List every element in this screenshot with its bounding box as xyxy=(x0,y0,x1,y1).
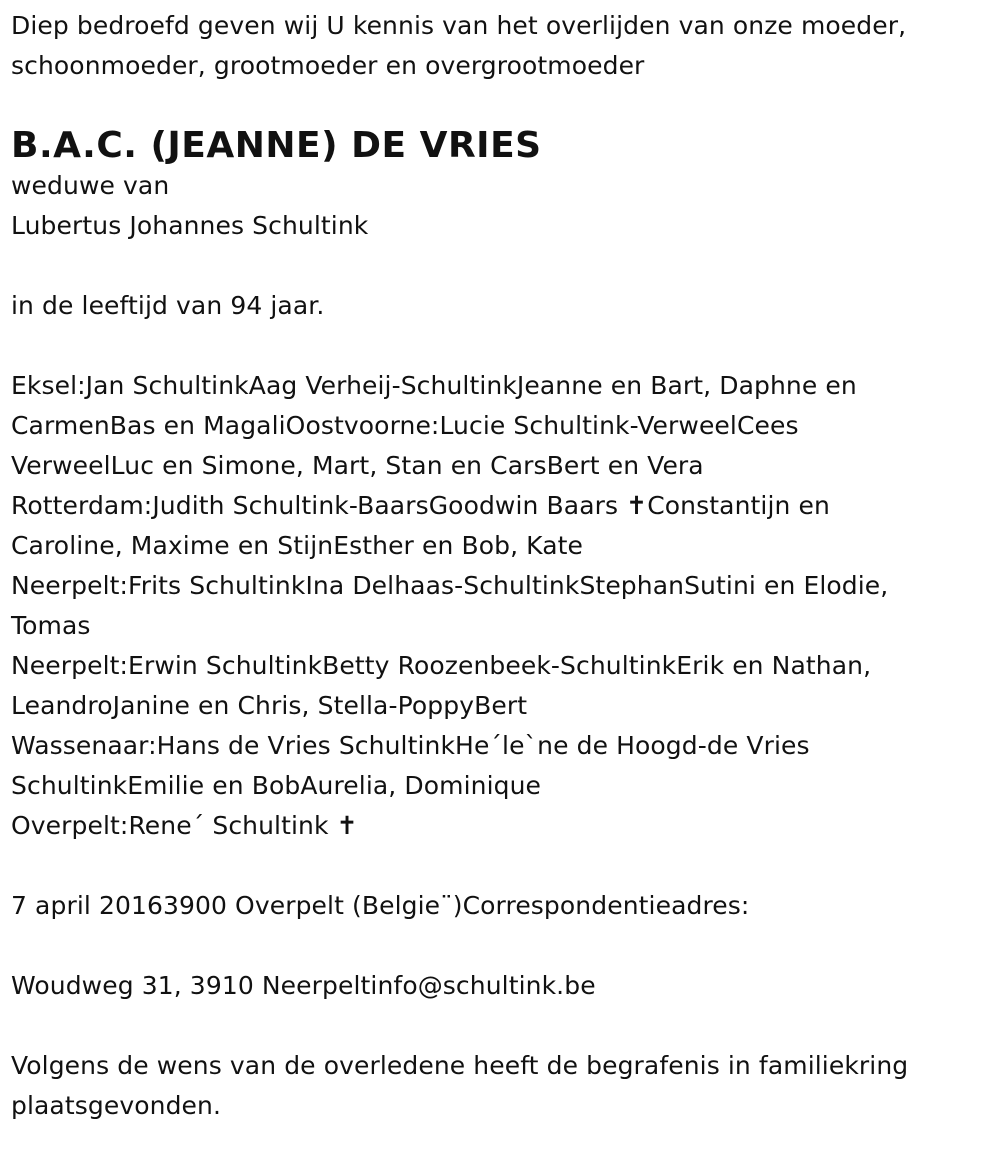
correspondence-address: Woudweg 31, 3910 Neerpeltinfo@schultink.be xyxy=(11,971,596,1000)
spacer xyxy=(11,326,990,366)
spacer xyxy=(11,926,990,966)
family-line: LeandroJanine en Chris, Stella-PoppyBert xyxy=(11,691,528,720)
spouse-name: Lubertus Johannes Schultink xyxy=(11,211,369,240)
closing-line-2: plaatsgevonden. xyxy=(11,1091,222,1120)
cross-icon: ✝ xyxy=(336,811,358,840)
family-line: Neerpelt:Erwin SchultinkBetty Roozenbeek-SchultinkErik en Nathan, xyxy=(11,651,872,680)
cross-icon: ✝ xyxy=(626,491,648,520)
age-text: in de leeftijd van 94 jaar. xyxy=(11,291,325,320)
family-line xyxy=(11,806,990,846)
family-line-text: Constantijn en xyxy=(647,491,830,520)
deceased-name: B.A.C. (JEANNE) DE VRIES xyxy=(11,125,542,166)
family-line: SchultinkEmilie en BobAurelia, Dominique xyxy=(11,771,542,800)
family-line xyxy=(11,486,990,526)
intro-line-1: Diep bedroefd geven wij U kennis van het overlijden van onze moeder, xyxy=(11,11,907,40)
family-line: Caroline, Maxime en StijnEsther en Bob, Kate xyxy=(11,531,584,560)
family-line-text: Overpelt:Rene´ Schultink xyxy=(11,811,337,840)
family-line-text: Rotterdam:Judith Schultink-BaarsGoodwin Baars xyxy=(11,491,627,520)
family-line: CarmenBas en MagaliOostvoorne:Lucie Schultink-VerweelCees xyxy=(11,411,799,440)
closing-paragraph xyxy=(11,1046,990,1126)
family-line: VerweelLuc en Simone, Mart, Stan en CarsBert en Vera xyxy=(11,451,704,480)
closing-line-1: Volgens de wens van de overledene heeft de begrafenis in familiekring xyxy=(11,1051,909,1080)
intro-paragraph xyxy=(11,6,990,86)
family-line: Tomas xyxy=(11,611,91,640)
spacer xyxy=(11,1006,990,1046)
date-place: 7 april 20163900 Overpelt (Belgie¨)Correspondentieadres: xyxy=(11,891,750,920)
family-line: Eksel:Jan SchultinkAag Verheij-SchultinkJeanne en Bart, Daphne en xyxy=(11,371,857,400)
spacer xyxy=(11,246,990,286)
spacer xyxy=(11,846,990,886)
family-line: Neerpelt:Frits SchultinkIna Delhaas-SchultinkStephanSutini en Elodie, xyxy=(11,571,889,600)
intro-line-2: schoonmoeder, grootmoeder en overgrootmoeder xyxy=(11,51,645,80)
widow-label: weduwe van xyxy=(11,171,170,200)
family-list xyxy=(11,366,990,846)
family-line: Wassenaar:Hans de Vries SchultinkHe´le`ne de Hoogd-de Vries xyxy=(11,731,810,760)
